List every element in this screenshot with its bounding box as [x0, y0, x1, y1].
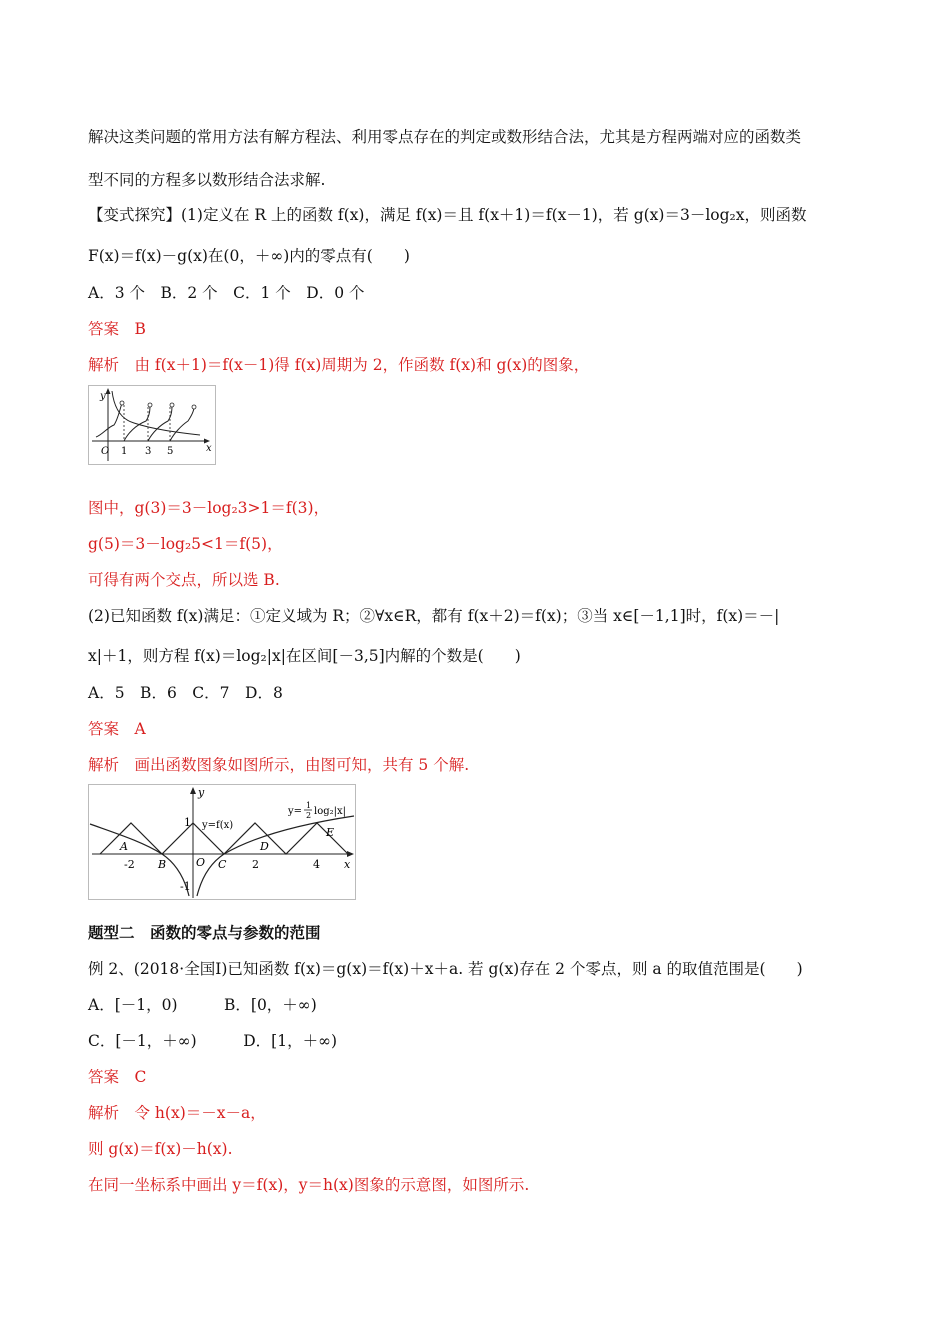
- exercise-2-question-line-1: (2)已知函数 f(x)满足：①定义域为 R；②∀x∈R，都有 f(x＋2)＝f(x)；③当 x∈[－1,1]时，f(x)＝－|: [88, 607, 780, 625]
- fig2-origin-label: O: [196, 856, 206, 869]
- figure-1-graph: [88, 385, 216, 465]
- fig2-log-label-prefix: y=: [288, 806, 303, 817]
- fig1-tick-5: 5: [167, 446, 174, 457]
- example-2-solution-step-2: 则 g(x)＝f(x)－h(x).: [88, 1140, 233, 1158]
- fig2-tick-1: 1: [184, 816, 191, 829]
- exercise-2-options: A．5 B．6 C．7 D．8: [88, 684, 283, 702]
- fig2-tick-minus-2: -2: [124, 858, 135, 871]
- fig2-point-C: C: [218, 858, 227, 871]
- exercise-2-solution: 解析 画出函数图象如图所示，由图可知，共有 5 个解.: [88, 756, 470, 774]
- fig1-origin-label: O: [101, 446, 110, 457]
- example-2-solution-step-1: 解析 令 h(x)＝－x－a，: [88, 1104, 266, 1122]
- exercise-2-question-line-2: x|＋1，则方程 f(x)＝log₂|x|在区间[－3,5]内解的个数是( ): [88, 647, 521, 665]
- fig1-tick-3: 3: [145, 446, 152, 457]
- fig2-tick-4: 4: [313, 858, 320, 871]
- fig2-log-label-tail: log₂|x|: [314, 806, 347, 817]
- fig1-tick-1: 1: [121, 446, 128, 457]
- example-2-solution-step-3: 在同一坐标系中画出 y＝f(x)，y＝h(x)图象的示意图，如图所示.: [88, 1176, 530, 1194]
- section-heading: 题型二 函数的零点与参数的范围: [88, 923, 321, 942]
- example-2-options-ab: A．[－1，0) B．[0，＋∞): [88, 996, 317, 1014]
- exercise-1-question-line-2: F(x)＝f(x)－g(x)在(0，＋∞)内的零点有( ): [88, 247, 410, 265]
- fig2-tick-minus-1: -1: [180, 880, 191, 893]
- exercise-1-solution-step-2: g(5)＝3－log₂5<1＝f(5)，: [88, 535, 283, 553]
- paragraph-line-2: 型不同的方程多以数形结合法求解.: [88, 171, 326, 189]
- example-2-answer: 答案 C: [88, 1068, 147, 1086]
- figure-2-graph: [88, 784, 356, 900]
- exercise-1-solution: 解析 由 f(x＋1)＝f(x－1)得 f(x)周期为 2，作函数 f(x)和 g(x)的图象，: [88, 356, 590, 374]
- fig2-point-D: D: [260, 840, 269, 853]
- exercise-1-solution-step-3: 可得有两个交点，所以选 B.: [88, 571, 280, 589]
- fig2-point-B: B: [158, 858, 167, 871]
- exercise-1-solution-step-1: 图中，g(3)＝3－log₂3>1＝f(3)，: [88, 499, 330, 517]
- example-2-question: 例 2、(2018·全国Ⅰ)已知函数 f(x)＝g(x)＝f(x)＋x＋a. 若 g(x)存在 2 个零点，则 a 的取值范围是( ): [88, 960, 803, 978]
- fig2-log-label-frac-num: 1: [306, 801, 312, 810]
- fig2-fx-label: y=f(x): [202, 820, 234, 831]
- example-2-options-cd: C．[－1，＋∞) D．[1，＋∞): [88, 1032, 338, 1050]
- fig2-log-label-frac-den: 2: [306, 811, 312, 820]
- exercise-2-answer: 答案 A: [88, 720, 146, 738]
- fig2-y-label: y: [198, 786, 205, 799]
- exercise-1-question-line-1: 【变式探究】(1)定义在 R 上的函数 f(x)，满足 f(x)＝且 f(x＋1)＝f(x－1)，若 g(x)＝3－log₂x，则函数: [88, 206, 807, 224]
- fig2-point-E: E: [326, 826, 335, 839]
- exercise-1-options: A．3 个 B．2 个 C．1 个 D．0 个: [88, 284, 365, 302]
- fig1-x-label: x: [206, 443, 212, 454]
- fig2-point-A: A: [120, 840, 128, 853]
- fig2-tick-2: 2: [252, 858, 259, 871]
- paragraph-line-1: 解决这类问题的常用方法有解方程法、利用零点存在的判定或数形结合法，尤其是方程两端对应的函数类: [88, 128, 802, 146]
- fig1-y-label: y: [100, 391, 106, 402]
- exercise-1-answer: 答案 B: [88, 320, 146, 338]
- fig2-x-label: x: [344, 858, 351, 871]
